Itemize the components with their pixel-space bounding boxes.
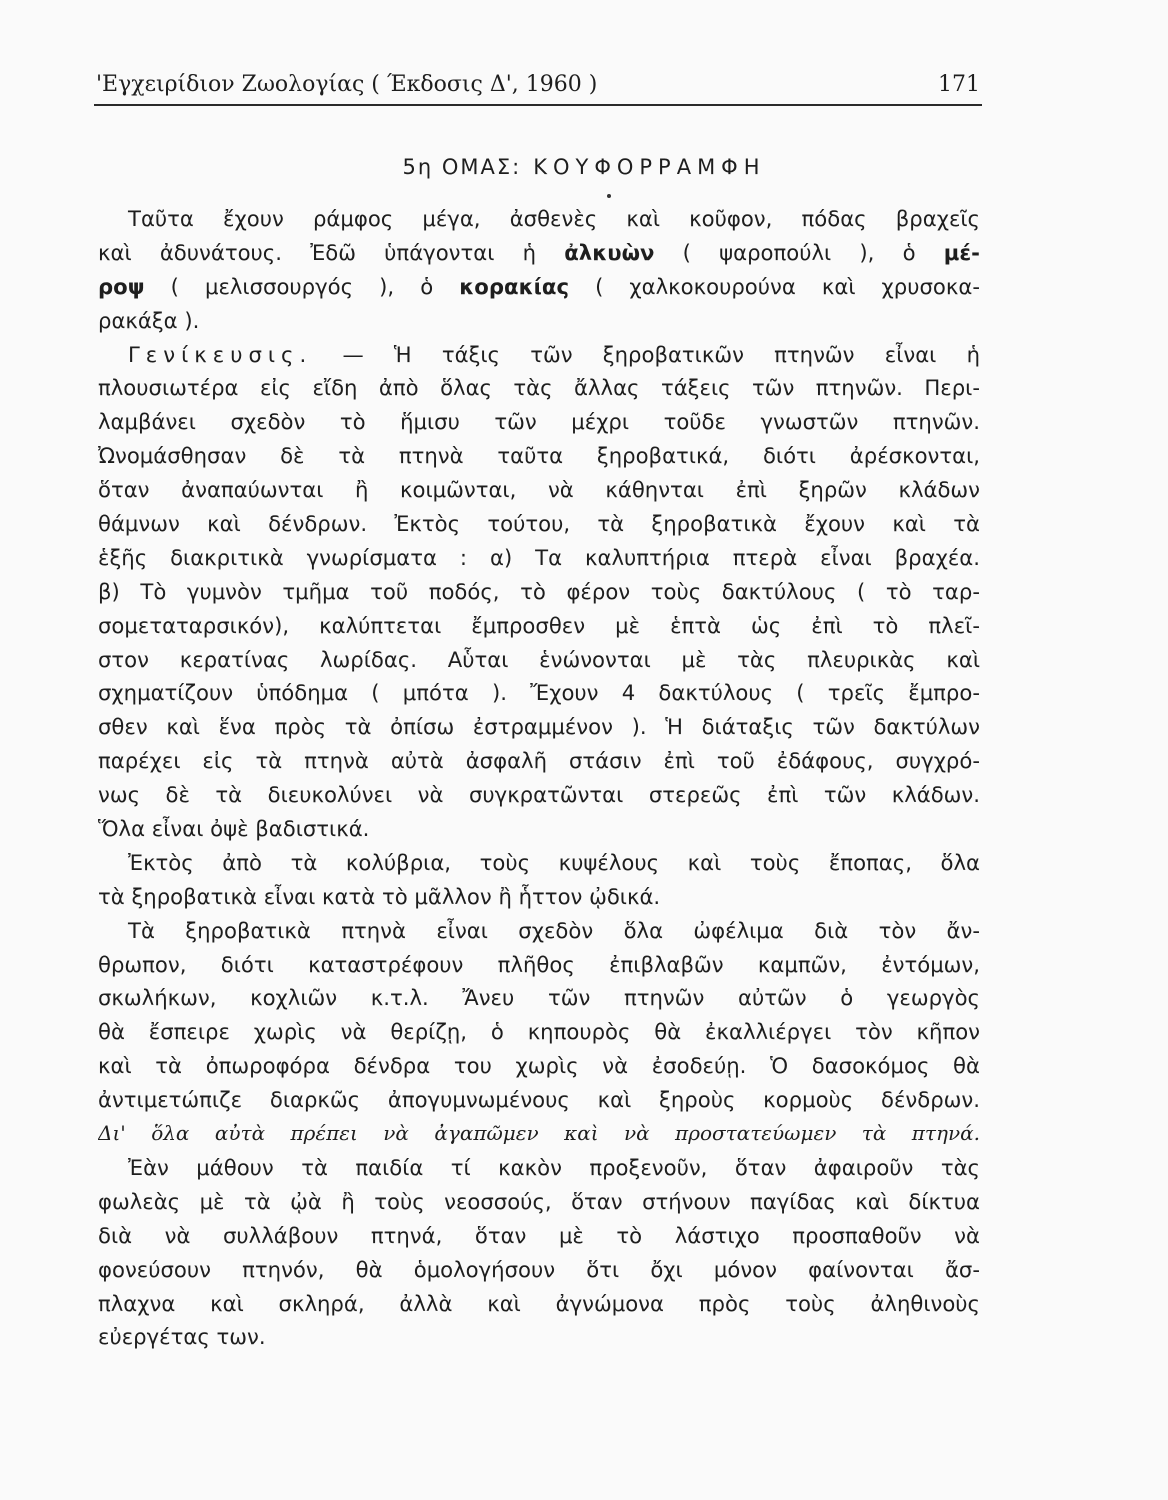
text-line: καὶ ἀδυνάτους. Ἐδῶ ὑπάγονται ἡ ἀλκυὼν ( ψαροπούλι ), ὁ μέ- (98, 239, 980, 265)
book-title: 'Εγχειρίδιον Ζωολογίας ( Έκδοσις Δ', 1960 ) (96, 72, 598, 97)
text-line: ἑξῆς διακριτικὰ γνωρίσματα : α) Τα καλυπτήρια πτερὰ εἶναι βραχέα. (98, 544, 980, 570)
text-line: θάμνων καὶ δένδρων. Ἐκτὸς τούτου, τὰ ξηροβατικὰ ἔχουν καὶ τὰ (98, 511, 980, 537)
text-line: πλαχνα καὶ σκληρά, ἀλλὰ καὶ ἀγνώμονα πρὸς τοὺς ἀληθινοὺς (98, 1290, 980, 1316)
text-line: φωλεὰς μὲ τὰ ᾠὰ ἢ τοὺς νεοσσούς, ὅταν στήνουν παγίδας καὶ δίκτυα (98, 1188, 980, 1214)
text-line: σκωλήκων, κοχλιῶν κ.τ.λ. Ἄνευ τῶν πτηνῶν αὐτῶν ὁ γεωργὸς (98, 985, 980, 1011)
text-line: στον κερατίνας λωρίδας. Αὗται ἑνώνονται μὲ τὰς πλευρικὰς καὶ (98, 646, 980, 672)
keyword-alkyon: ἀλκυὼν (564, 239, 655, 265)
text-line: σθεν καὶ ἕνα πρὸς τὰ ὀπίσω ἐστραμμένον ). Ἡ διάταξις τῶν δακτύλων (98, 714, 980, 740)
text-line: Ὅλα εἶναι ὀψὲ βαδιστικά. (98, 816, 370, 842)
text-line: παρέχει εἰς τὰ πτηνὰ αὐτὰ ἀσφαλῆ στάσιν ἐπὶ τοῦ ἐδάφους, συγχρό- (98, 748, 980, 774)
text-line: Ὠνομάσθησαν δὲ τὰ πτηνὰ ταῦτα ξηροβατικά, διότι ἀρέσκονται, (98, 443, 980, 469)
text-line: Ἐκτὸς ἀπὸ τὰ κολύβρια, τοὺς κυψέλους καὶ τοὺς ἔποπας, ὅλα (128, 849, 980, 875)
keyword-merops-start: μέ- (943, 239, 980, 265)
text-line: φονεύσουν πτηνόν, θὰ ὁμολογήσουν ὅτι ὄχι μόνον φαίνονται ἄσ- (98, 1256, 980, 1282)
text-line: τὰ ξηροβατικὰ εἶναι κατὰ τὸ μᾶλλον ἢ ἧττον ᾠδικά. (98, 883, 661, 909)
section-heading (0, 155, 1168, 179)
text-line: θρωπον, διότι καταστρέφουν πλῆθος ἐπιβλαβῶν καμπῶν, ἐντόμων, (98, 951, 980, 977)
section-label: ΟΜΑΣ: (441, 155, 522, 179)
text-line: διὰ νὰ συλλάβουν πτηνά, ὅταν μὲ τὸ λάστιχο προσπαθοῦν νὰ (98, 1222, 980, 1248)
section-name: ΚΟΥΦΟΡΡΑΜΦΗ (533, 155, 766, 179)
italic-text-line: Δι' ὅλα αὐτὰ πρέπει νὰ ἀγαπῶμεν καὶ νὰ προστατεύωμεν τὰ πτηνά. (98, 1121, 980, 1146)
page-number: 171 (938, 72, 980, 97)
keyword-merops-end: ροψ (98, 273, 145, 299)
decorative-dot (607, 194, 611, 198)
text-line: λαμβάνει σχεδὸν τὸ ἥμισυ τῶν μέχρι τοῦδε γνωστῶν πτηνῶν. (98, 409, 980, 435)
text-line: ροψ ( μελισσουργός ), ὁ κορακίας ( χαλκοκουρούνα καὶ χρυσοκα- (98, 273, 980, 299)
keyword-korakias: κορακίας (459, 273, 570, 299)
text-line: θὰ ἔσπειρε χωρὶς νὰ θερίζῃ, ὁ κηπουρὸς θὰ ἐκαλλιέργει τὸν κῆπον (98, 1019, 980, 1045)
text-line: ρακάξα ). (98, 307, 200, 333)
text-line: Τὰ ξηροβατικὰ πτηνὰ εἶναι σχεδὸν ὅλα ὠφέλιμα διὰ τὸν ἄν- (128, 917, 980, 943)
running-header (94, 70, 982, 106)
text-line: Ἐὰν μάθουν τὰ παιδία τί κακὸν προξενοῦν, ὅταν ἀφαιροῦν τὰς (128, 1154, 980, 1180)
text-line: Γενίκευσις. — Ἡ τάξις τῶν ξηροβατικῶν πτηνῶν εἶναι ἡ (128, 341, 980, 367)
section-number: 5η (402, 155, 434, 179)
text-line: πλουσιωτέρα εἰς εἴδη ἀπὸ ὅλας τὰς ἄλλας τάξεις τῶν πτηνῶν. Περι- (98, 375, 980, 401)
text-line: νως δὲ τὰ διευκολύνει νὰ συγκρατῶνται στερεῶς ἐπὶ τῶν κλάδων. (98, 782, 980, 808)
text-line: σχηματίζουν ὑπόδημα ( μπότα ). Ἔχουν 4 δακτύλους ( τρεῖς ἔμπρο- (98, 680, 980, 706)
text-line: καὶ τὰ ὀπωροφόρα δένδρα του χωρὶς νὰ ἐσοδεύῃ. Ὁ δασοκόμος θὰ (98, 1053, 980, 1079)
text-line: ἀντιμετώπιζε διαρκῶς ἀπογυμνωμένους καὶ ξηροὺς κορμοὺς δένδρων. (98, 1087, 980, 1113)
text-line: ὅταν ἀναπαύωνται ἢ κοιμῶνται, νὰ κάθηνται ἐπὶ ξηρῶν κλάδων (98, 477, 980, 503)
text-line: σομεταταρσικόν), καλύπτεται ἔμπροσθεν μὲ ἑπτὰ ὡς ἐπὶ τὸ πλεῖ- (98, 612, 980, 638)
text-line: Ταῦτα ἔχουν ράμφος μέγα, ἀσθενὲς καὶ κοῦφον, πόδας βραχεῖς (128, 206, 980, 231)
lead-word: Γενίκευσις. (128, 341, 313, 367)
text-line: β) Τὸ γυμνὸν τμῆμα τοῦ ποδός, τὸ φέρον τοὺς δακτύλους ( τὸ ταρ- (98, 578, 980, 604)
text-line: εὐεργέτας των. (98, 1324, 266, 1350)
body-text (98, 202, 980, 1354)
